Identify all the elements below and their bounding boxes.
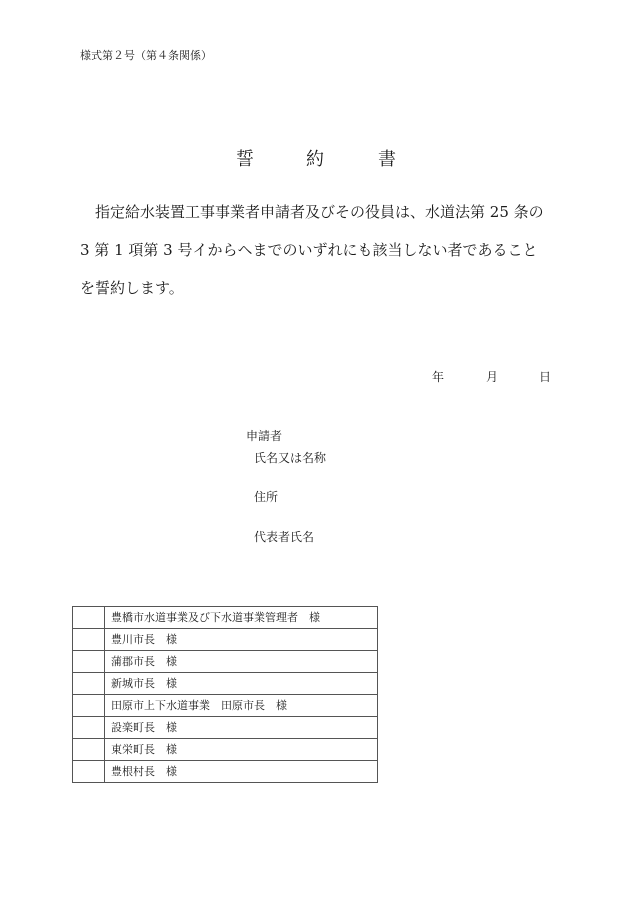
applicant-address-label: 住所 bbox=[254, 490, 279, 504]
addressee-name: 豊橋市水道事業及び下水道事業管理者 様 bbox=[105, 607, 378, 629]
table-row bbox=[73, 607, 378, 629]
checkbox-cell[interactable] bbox=[73, 761, 105, 783]
checkbox-cell[interactable] bbox=[73, 717, 105, 739]
pledge-line-3: を誓約します。 bbox=[80, 279, 184, 297]
addressee-table bbox=[72, 606, 378, 783]
table-row bbox=[73, 739, 378, 761]
document-title bbox=[0, 149, 630, 171]
addressee-name: 新城市長 様 bbox=[105, 673, 378, 695]
applicant-name-label: 氏名又は名称 bbox=[254, 451, 327, 465]
date-row bbox=[0, 369, 630, 385]
pledge-statement bbox=[80, 193, 555, 307]
applicant-representative-label: 代表者氏名 bbox=[254, 530, 315, 544]
checkbox-cell[interactable] bbox=[73, 673, 105, 695]
addressee-name: 東栄町長 様 bbox=[105, 739, 378, 761]
addressee-name: 豊根村長 様 bbox=[105, 761, 378, 783]
table-row bbox=[73, 695, 378, 717]
title-char-3: 書 bbox=[378, 149, 396, 170]
checkbox-cell[interactable] bbox=[73, 651, 105, 673]
addressee-name: 豊川市長 様 bbox=[105, 629, 378, 651]
table-row bbox=[73, 717, 378, 739]
table-row bbox=[73, 651, 378, 673]
pledge-line-1: 指定給水装置工事事業者申請者及びその役員は、水道法第 25 条の bbox=[95, 203, 544, 221]
pledge-line-2: 3 第 1 項第 3 号イからヘまでのいずれにも該当しない者であること bbox=[80, 241, 538, 259]
applicant-heading: 申請者 bbox=[246, 429, 283, 443]
day-label: 日 bbox=[539, 370, 552, 384]
checkbox-cell[interactable] bbox=[73, 739, 105, 761]
table-row bbox=[73, 629, 378, 651]
month-label: 月 bbox=[486, 370, 499, 384]
year-label: 年 bbox=[432, 370, 445, 384]
checkbox-cell[interactable] bbox=[73, 607, 105, 629]
addressee-name: 田原市上下水道事業 田原市長 様 bbox=[105, 695, 378, 717]
addressee-name: 蒲郡市長 様 bbox=[105, 651, 378, 673]
title-char-2: 約 bbox=[306, 149, 324, 170]
checkbox-cell[interactable] bbox=[73, 629, 105, 651]
table-row bbox=[73, 761, 378, 783]
title-char-1: 誓 bbox=[236, 149, 254, 170]
table-row bbox=[73, 673, 378, 695]
checkbox-cell[interactable] bbox=[73, 695, 105, 717]
addressee-name: 設楽町長 様 bbox=[105, 717, 378, 739]
form-number: 様式第２号（第４条関係） bbox=[80, 49, 212, 62]
